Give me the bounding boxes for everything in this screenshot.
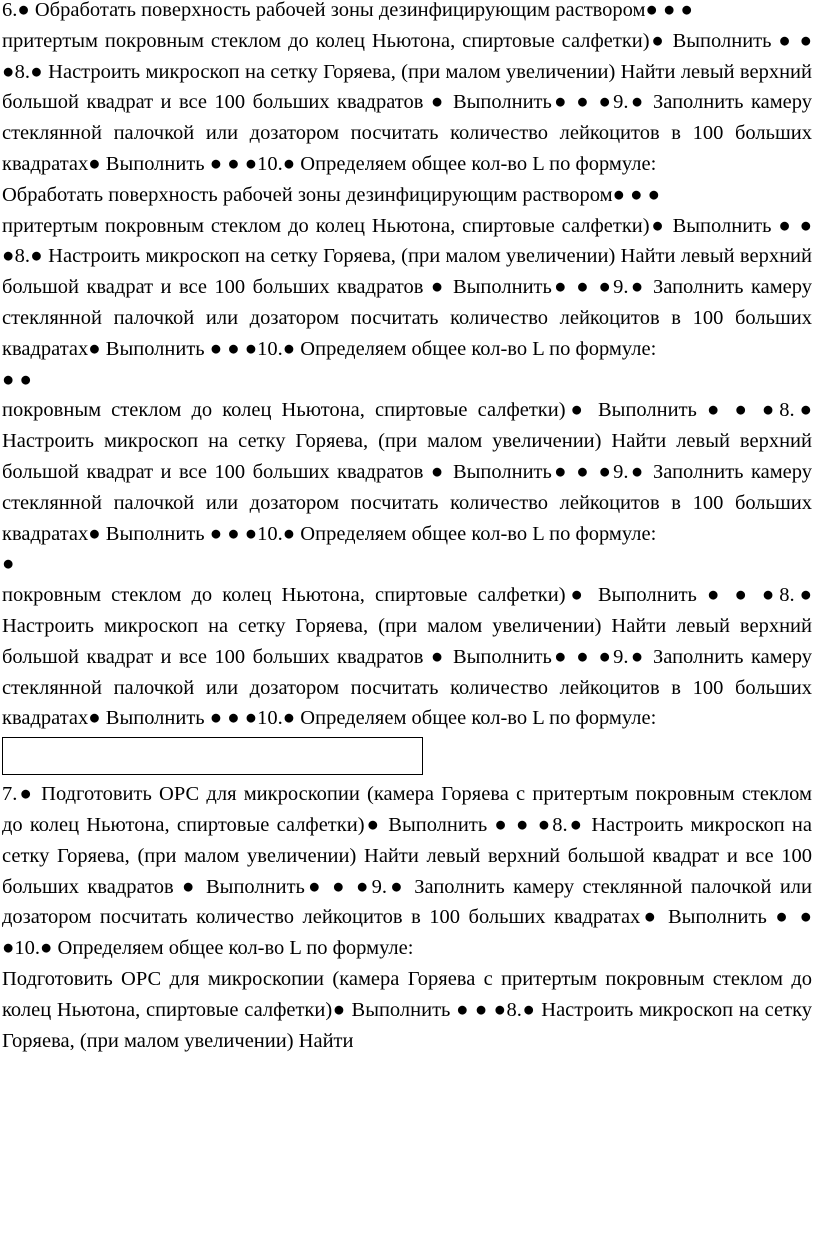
paragraph: притертым покровным стеклом до колец Ньютона, спиртовые салфетки)● Выполнить ● ● ●8.● Настроить микроскоп на сетку Горяева, (при малом увеличении) Найти левый верхний большой квадрат и все 100 больших квадратов ● Выполнить● ● ●9.● Заполнить камеру стеклянной палочкой или дозатором посчитать количество лейкоцитов в 100 больших квадратах● Выполнить ● ● ●10.● Определяем общее кол-во L по формуле:: [2, 214, 812, 360]
paragraph-bullets: ● ●: [2, 368, 32, 391]
paragraph: притертым покровным стеклом до колец Ньютона, спиртовые салфетки)● Выполнить ● ● ●8.● Настроить микроскоп на сетку Горяева, (при малом увеличении) Найти левый верхний большой квадрат и все 100 больших квадратов ● Выполнить● ● ●9.● Заполнить камеру стеклянной палочкой или дозатором посчитать количество лейкоцитов в 100 больших квадратах● Выполнить ● ● ●10.● Определяем общее кол-во L по формуле:: [2, 29, 812, 175]
paragraph: Подготовить ОРС для микроскопии (камера Горяева с притертым покровным стеклом до колец Ньютона, спиртовые салфетки)● Выполнить ● ● ●8.● Настроить микроскоп на сетку Горяева, (при малом увеличении) Найти: [2, 967, 812, 1052]
paragraph-step-6: 6.● Обработать поверхность рабочей зоны дезинфицирующим раствором● ● ●: [2, 0, 693, 21]
paragraph-bullet: ●: [2, 553, 15, 576]
empty-input-box: [2, 737, 423, 775]
paragraph-step-7: 7.● Подготовить ОРС для микроскопии (камера Горяева с притертым покровным стеклом до колец Ньютона, спиртовые салфетки)● Выполнить ● ● ●8.● Настроить микроскоп на сетку Горяева, (при малом увеличении) Найти левый верхний большой квадрат и все 100 больших квадратов ● Выполнить● ● ●9.● Заполнить камеру стеклянной палочкой или дозатором посчитать количество лейкоцитов в 100 больших квадратах● Выполнить ● ● ●10.● Определяем общее кол-во L по формуле:: [2, 783, 812, 960]
paragraph: покровным стеклом до колец Ньютона, спиртовые салфетки)● Выполнить ● ● ●8.● Настроить микроскоп на сетку Горяева, (при малом увеличении) Найти левый верхний большой квадрат и все 100 больших квадратов ● Выполнить● ● ●9.● Заполнить камеру стеклянной палочкой или дозатором посчитать количество лейкоцитов в 100 больших квадратах● Выполнить ● ● ●10.● Определяем общее кол-во L по формуле:: [2, 584, 812, 730]
paragraph: покровным стеклом до колец Ньютона, спиртовые салфетки)● Выполнить ● ● ●8.● Настроить микроскоп на сетку Горяева, (при малом увеличении) Найти левый верхний большой квадрат и все 100 больших квадратов ● Выполнить● ● ●9.● Заполнить камеру стеклянной палочкой или дозатором посчитать количество лейкоцитов в 100 больших квадратах● Выполнить ● ● ●10.● Определяем общее кол-во L по формуле:: [2, 399, 812, 545]
paragraph: Обработать поверхность рабочей зоны дезинфицирующим раствором● ● ●: [2, 183, 661, 206]
